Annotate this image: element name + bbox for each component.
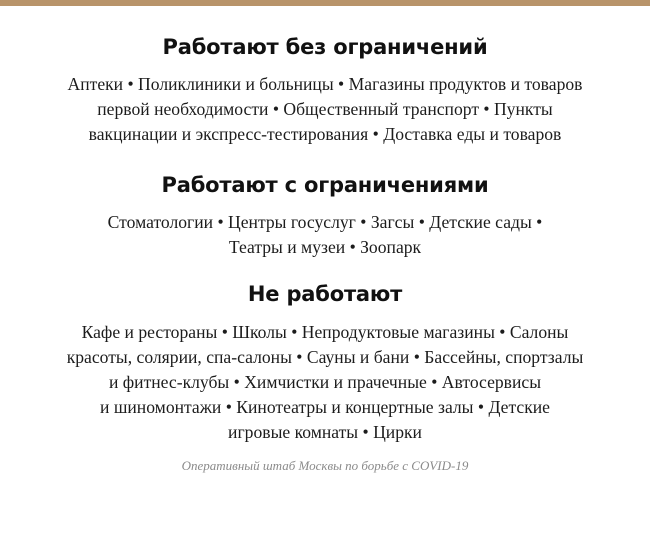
list-line: первой необходимости • Общественный транспорт • Пункты <box>97 99 553 119</box>
list-line: игровые комнаты • Цирки <box>228 422 422 442</box>
heading-no-restrictions: Работают без ограничений <box>162 35 488 59</box>
list-with-restrictions <box>0 210 650 260</box>
list-line: Кафе и рестораны • Школы • Непродуктовые магазины • Салоны <box>81 322 569 342</box>
list-line: красоты, солярии, спа-салоны • Сауны и бани • Бассейны, спортзалы <box>66 347 584 367</box>
infographic-content <box>0 6 650 474</box>
list-line: вакцинации и экспресс-тестирования • Доставка еды и товаров <box>88 124 562 144</box>
list-line: Аптеки • Поликлиники и больницы • Магазины продуктов и товаров <box>67 74 583 94</box>
list-line: и шиномонтажи • Кинотеатры и концертные залы • Детские <box>100 397 550 417</box>
list-line: Театры и музеи • Зоопарк <box>228 237 422 257</box>
source-caption: Оперативный штаб Москвы по борьбе с COVID-19 <box>181 458 469 473</box>
list-no-restrictions <box>0 72 650 147</box>
list-line: Стоматологии • Центры госуслуг • Загсы • Детские сады • <box>107 212 543 232</box>
list-line: и фитнес-клубы • Химчистки и прачечные • Автосервисы <box>108 372 542 392</box>
heading-with-restrictions: Работают с ограничениями <box>161 173 489 197</box>
list-closed <box>0 320 650 445</box>
heading-closed: Не работают <box>247 282 403 306</box>
